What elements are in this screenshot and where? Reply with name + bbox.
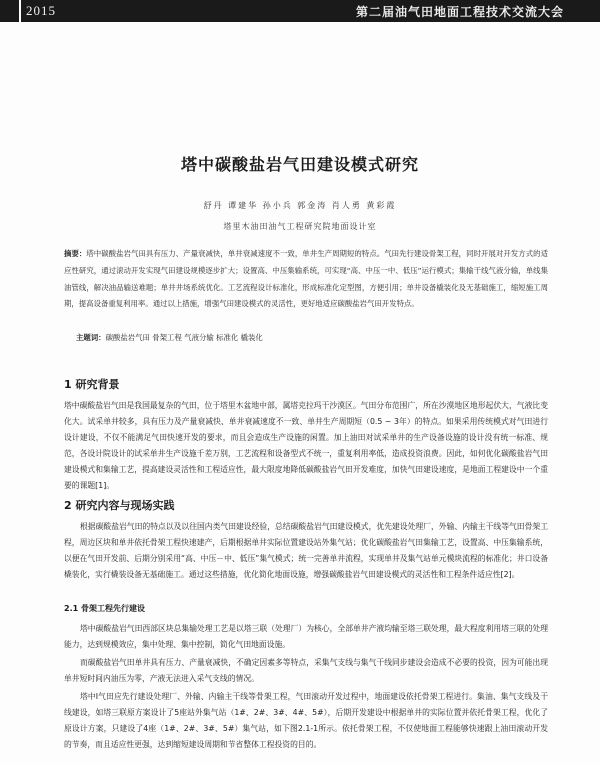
header-year: 2015 — [26, 3, 56, 18]
section-paragraph: 根据碳酸盐岩气田的特点以及以往国内类气田建设经验，总结碳酸盐岩气田建设模式，优先建设处理厂，外输、内输主干线等气田骨架工程，周边区块和单井依托骨架工程快速建产，后期根据单井实际位置建设站外集气站；优化碳酸盐岩气田集输工艺，设置高、中压集输系统，以便在气田开发前、后期分别采用“高、中压－中、低压”集气模式；统一完善单井流程，实现单井及集气站单元模块流程的标准化；井口设备橇装化，实行橇装设备无基础施工。通过这些措施，优化简化地面设施，增强碳酸盐岩气田建设模式的灵活性和工程条件适应性[2]。 — [64, 522, 548, 579]
keywords-text: 碳酸盐岩气田 骨架工程 气液分输 标准化 橇装化 — [105, 333, 263, 342]
section-heading: 1 研究背景 — [64, 378, 120, 391]
section-heading: 2 研究内容与现场实践 — [64, 499, 175, 512]
paper-title: 塔中碳酸盐岩气田建设模式研究 — [180, 155, 419, 174]
subsection-heading: 2.1 骨架工程先行建设 — [64, 604, 145, 613]
section-paragraph: 塔中碳酸盐岩气田西部区块总集输处理工艺是以塔三联（处理厂）为核心，全部单井产液均输至塔三联处理，最大程度利用塔三联的处理能力，达到规模效应，集中处理、集中控制，简化气田地面设施。 — [64, 624, 548, 649]
abstract — [64, 246, 548, 313]
abstract-text: 塔中碳酸盐岩气田具有压力、产量衰减快，单井衰减速度不一致，单井生产周期短的特点。气田先行建设骨架工程，同时开展对开发方式的适应性研究，通过滚动开发实现气田建设规模逐步扩大；设置高、中压集输系统，可实现“高、中压一中、低压”运行模式；集输干线气液分输，单线集油管线，解决油品输送难题；单井井场系统优化。工艺流程设计标准化，形成标准化定型图，方便引用；单井设备橇装化及无基础施工，缩短施工周期，提高设备重复利用率。通过以上措施，增强气田建设模式的灵活性，更好地适应碳酸盐岩气田开发特点。 — [64, 249, 548, 309]
journal-header — [0, 0, 600, 22]
paper-affiliation: 塔里木油田油气工程研究院地面设计室 — [223, 222, 377, 231]
paper-authors: 舒丹 谭建华 孙小兵 郭金涛 肖人勇 黄彩霞 — [203, 201, 397, 210]
section-paragraph: 塔中Ⅰ气田应先行建设处理厂、外输、内输主干线等骨架工程，气田滚动开发过程中，地面建设依托骨架工程进行。集油、集气支线及干线建设，如塔三联原方案设计了5座站外集气站（1#、2#、3#、4#、5#），后期开发建设中根据单井的实际位置并依托骨架工程，优化了原设计方案，只建设了4座（1#、2#、3#、5#）集气站，如下图2.1-1所示。依托骨架工程，不仅使地面工程能够快速跟上油田滚动开发的节奏，而且适应性更强，达到缩短建设周期和节省整体工程投资的目的。 — [64, 692, 548, 749]
keywords — [76, 331, 548, 345]
section-paragraph: 而碳酸盐岩气田单井具有压力、产量衰减快，不确定因素多等特点，采集气支线与集气干线同步建设会造成不必要的投资，因为可能出现单井短时间内油压为零，产液无法进入采气支线的情况。 — [64, 658, 548, 683]
header-divider — [19, 0, 21, 22]
abstract-label: 摘要： — [64, 249, 87, 258]
section-paragraph: 塔中碳酸盐岩气田是我国最复杂的气田，位于塔里木盆地中部，属塔克拉玛干沙漠区。气田分布范围广，所在沙漠地区地形起伏大，气液比变化大。试采单井较多，具有压力及产量衰减快、单井衰减速度不一致、单井生产周期短（0.5 ~ 3年）的特点。如果采用传统模式对气田进行设计建设，不仅不能满足气田快速开发的要求，而且会造成生产设施的闲置。加上油田对试采单井的生产设备设施的设计没有统一标准、规范，各设计院设计的试采单井生产设施千差万别，工艺流程和设备型式不统一，重复利用率低，造成投资浪费。因此，如何优化碳酸盐岩气田建设模式和集输工艺，提高建设灵活性和工程适应性，最大限度地降低碳酸盐岩气田开发难度，加快气田建设速度，是地面工程建设中一个重要的课题[1]。 — [64, 401, 548, 490]
header-journal-title: 第二届油气田地面工程技术交流大会 — [355, 5, 564, 19]
keywords-label: 主题词： — [76, 333, 106, 342]
